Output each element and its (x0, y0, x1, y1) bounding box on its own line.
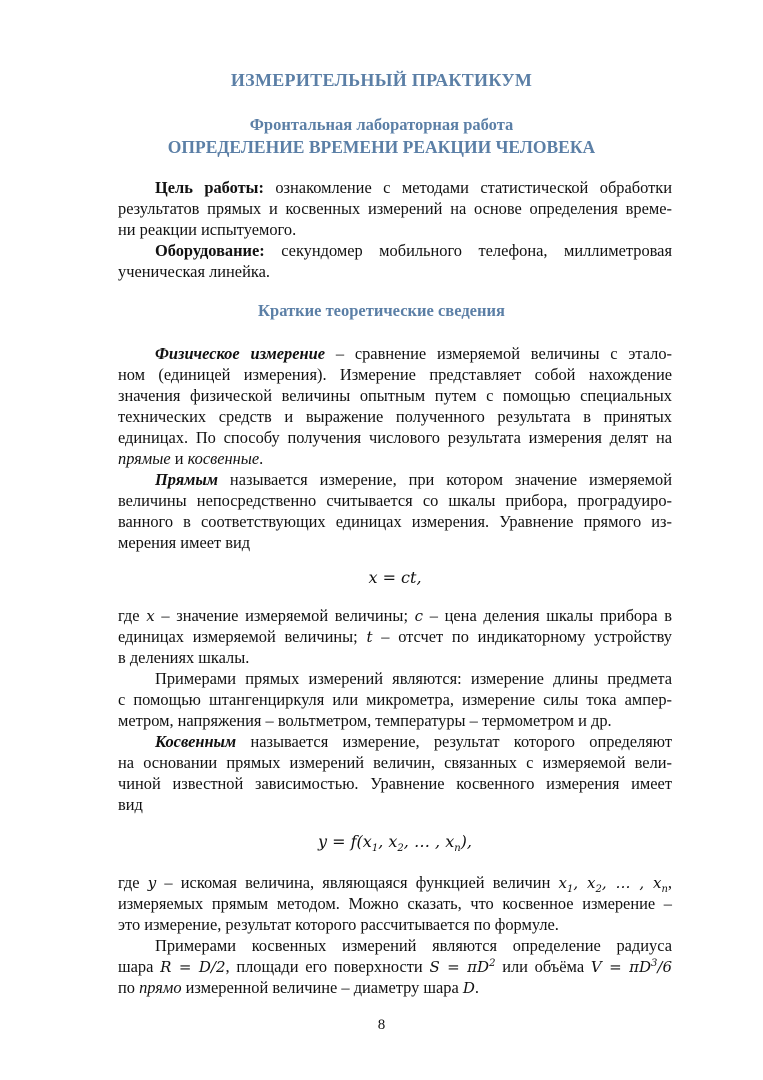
para4-line-1: Примерами прямых измерений являются: измерение длины предмета (155, 669, 672, 688)
para3-where: где (118, 606, 147, 625)
formula2-sub1: 1 (371, 843, 379, 855)
para6-where: где (118, 873, 148, 892)
physical-measurement-term: Физическое измерение (155, 344, 326, 363)
para7-text-b: , площади его поверхности (225, 957, 430, 976)
formula2-rhs: ), (460, 832, 472, 851)
para2-line-1 (118, 470, 672, 491)
para7-line-1: Примерами косвенных измерений являются определение радиуса (155, 936, 672, 955)
para5-line-3: чиной известной зависимостью. Уравнение косвенного измерения имеет (118, 774, 672, 793)
para5-line-1 (118, 732, 672, 753)
formula2-mid1: , x (378, 832, 398, 851)
section-title: ИЗМЕРИТЕЛЬНЫЙ ПРАКТИКУМ (230, 70, 533, 90)
var-d: D (462, 979, 475, 997)
var-y: y (147, 874, 157, 892)
formula2-mid2: , … , x (403, 832, 455, 851)
para6-line-2: измеряемых прямым методом. Можно сказать, что косвенное измерение – (118, 894, 672, 913)
para7-text-d: по (118, 978, 140, 997)
equipment-text: секундомер мобильного телефона, миллиметровая (264, 241, 672, 260)
direct-adverb: прямо (139, 978, 182, 997)
para3-line-3: в делениях шкалы. (118, 648, 250, 667)
var-x1: $x_1$ (558, 874, 574, 895)
para1-line-5: единицах. По способу получения числового результата измерения делят на (118, 428, 672, 447)
var-c: c (414, 607, 424, 625)
formula-direct: x = ct, (368, 568, 422, 587)
para6-line-3: это измерение, результат которого рассчитывается по формуле. (118, 915, 559, 934)
goal-label: Цель работы: (155, 178, 264, 197)
para2-text-1: называется измерение, при котором значение измеряемой (218, 470, 672, 489)
para1-line-4: технических средств и выражение полученного результата в принятых (118, 407, 672, 426)
para5-line-4: вид (118, 795, 143, 814)
para3-text-c: единицах измеряемой величины; (118, 627, 367, 646)
page-number: 8 (377, 1017, 386, 1033)
para5-line-2: на основании прямых измерений величин, связанных с измеряемой вели- (118, 753, 672, 772)
para1-text-1: – сравнение измеряемой величины с этало- (325, 344, 672, 363)
direct-term: Прямым (155, 470, 219, 489)
formula2-lhs: y = f(x (318, 832, 372, 851)
para3-line-1 (118, 606, 672, 627)
formula-volume: $V = \pi D^3/6$ (590, 958, 673, 976)
equipment-label: Оборудование: (155, 241, 265, 260)
work-type: Фронтальная лабораторная работа (249, 115, 514, 134)
goal-text: ознакомление с методами статистической обработки (263, 178, 672, 197)
direct-word: прямые (118, 449, 171, 468)
var-t: t (366, 628, 373, 646)
para2-line-2: величины непосредственно считывается со шкалы прибора, проградуиро- (118, 491, 672, 510)
formula-indirect (118, 832, 672, 855)
formula-surface: $S = \pi D^2$ (429, 958, 496, 976)
indirect-word: косвенные (187, 449, 260, 468)
para1-end: . (259, 449, 264, 468)
indirect-term: Косвенным (155, 732, 237, 751)
para4-line-3: метром, напряжения – вольтметром, температуры – термометром и др. (118, 711, 612, 730)
equipment-line-1 (118, 241, 672, 262)
equipment-line-2: ученическая линейка. (118, 262, 270, 281)
goal-line-3: ни реакции испытуемого. (118, 220, 297, 239)
goal-line-2: результатов прямых и косвенных измерений на основе определения време- (118, 199, 672, 218)
para6-text-a: – искомая величина, являющаяся функцией величин (156, 873, 559, 892)
theory-heading: Краткие теоретические сведения (258, 301, 505, 320)
para4-line-2: с помощью штангенциркуля или микрометра, измерение силы тока ампер- (118, 690, 672, 709)
var-xn: $x_n$ (653, 874, 668, 895)
formula2-sub2: 2 (397, 843, 404, 855)
para1-line-2: ном (единицей измерения). Измерение представляет собой нахождение (118, 365, 672, 384)
para7-text-e: измеренной величине – диаметру шара (181, 978, 463, 997)
formula2-subn: n (454, 843, 461, 855)
var-x2: $x_2$ (587, 874, 602, 895)
para2-line-3: ванного в соответствующих единицах измерения. Уравнение прямого из- (118, 512, 672, 531)
para1-line-6 (118, 449, 672, 470)
sep-1: , (573, 874, 588, 892)
para7-line-3 (118, 978, 672, 999)
para5-text-1: называется измерение, результат которого определяют (236, 732, 672, 751)
formula-radius: R = D/2 (160, 958, 226, 976)
para1-line-1 (118, 344, 672, 365)
var-x: x (146, 607, 155, 625)
dots: , … , (601, 874, 653, 892)
para2-line-4: мерения имеет вид (118, 533, 251, 552)
goal-line-1 (118, 178, 672, 199)
para6-comma: , (667, 873, 673, 892)
para7-line-2 (118, 957, 672, 978)
para6-line-1 (118, 873, 672, 894)
para3-text-b: – цена деления шкалы прибора в (423, 606, 672, 625)
para1-line-3: значения физической величины опытным путем с помощью специальных (118, 386, 672, 405)
para7-end: . (474, 978, 479, 997)
para7-text-c: или объёма (495, 957, 591, 976)
para3-text-d: – отсчет по индикаторному устройству (372, 627, 672, 646)
work-title: ОПРЕДЕЛЕНИЕ ВРЕМЕНИ РЕАКЦИИ ЧЕЛОВЕКА (167, 137, 596, 157)
para3-text-a: – значение измеряемой величины; (154, 606, 415, 625)
para3-line-2 (118, 627, 672, 648)
para7-text-a: шара (118, 957, 161, 976)
and-word: и (170, 449, 188, 468)
